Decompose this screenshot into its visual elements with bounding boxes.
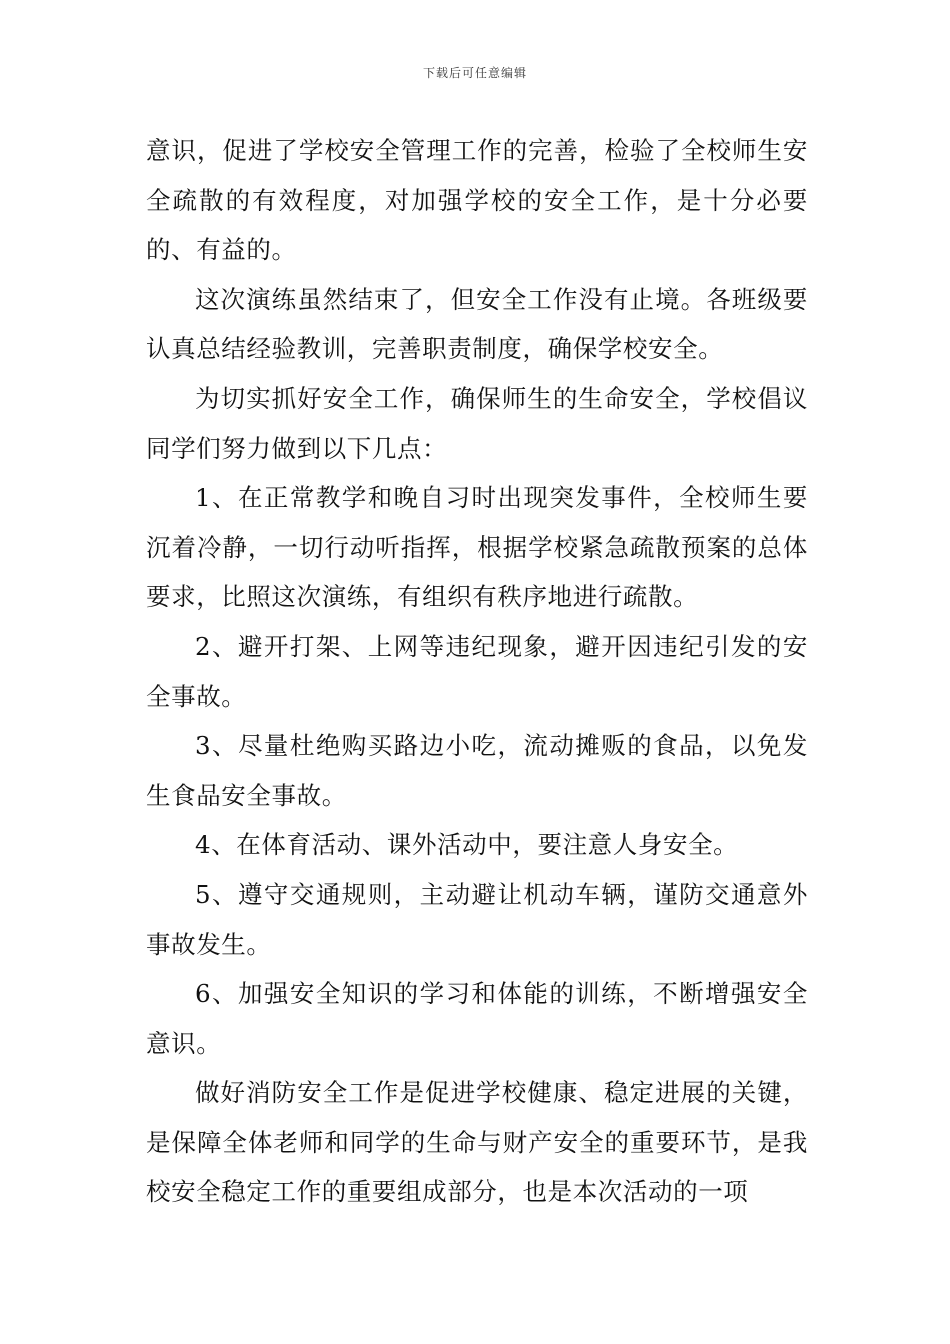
list-item-3: 3、尽量杜绝购买路边小吃，流动摊贩的食品，以免发生食品安全事故。 <box>146 731 808 810</box>
page-header: 下载后可任意编辑 <box>422 66 527 80</box>
list-item-2: 2、避开打架、上网等违纪现象，避开因违纪引发的安全事故。 <box>146 631 808 711</box>
list-item-5: 5、遵守交通规则，主动避让机动车辆，谨防交通意外事故发生。 <box>146 879 808 959</box>
paragraph-closing: 做好消防安全工作是促进学校健康、稳定进展的关键，是保障全体老师和同学的生命与财产安全的重要环节，是我校安全稳定工作的重要组成部分，也是本次活动的一项 <box>146 1078 808 1207</box>
document-body <box>146 126 808 1217</box>
paragraph-3: 为切实抓好安全工作，确保师生的生命安全，学校倡议同学们努力做到以下几点： <box>146 383 808 463</box>
list-item-1: 1、在正常教学和晚自习时出现突发事件，全校师生要沉着冷静，一切行动听指挥，根据学校紧急疏散预案的总体要求，比照这次演练，有组织有秩序地进行疏散。 <box>146 483 808 612</box>
paragraph-2: 这次演练虽然结束了，但安全工作没有止境。各班级要认真总结经验教训，完善职责制度，确保学校安全。 <box>146 284 808 364</box>
list-item-6: 6、加强安全知识的学习和体能的训练，不断增强安全意识。 <box>146 979 808 1058</box>
paragraph-1: 意识，促进了学校安全管理工作的完善，检验了全校师生安全疏散的有效程度，对加强学校的安全工作，是十分必要的、有益的。 <box>146 136 808 265</box>
list-item-4: 4、在体育活动、课外活动中，要注意人身安全。 <box>195 830 739 860</box>
